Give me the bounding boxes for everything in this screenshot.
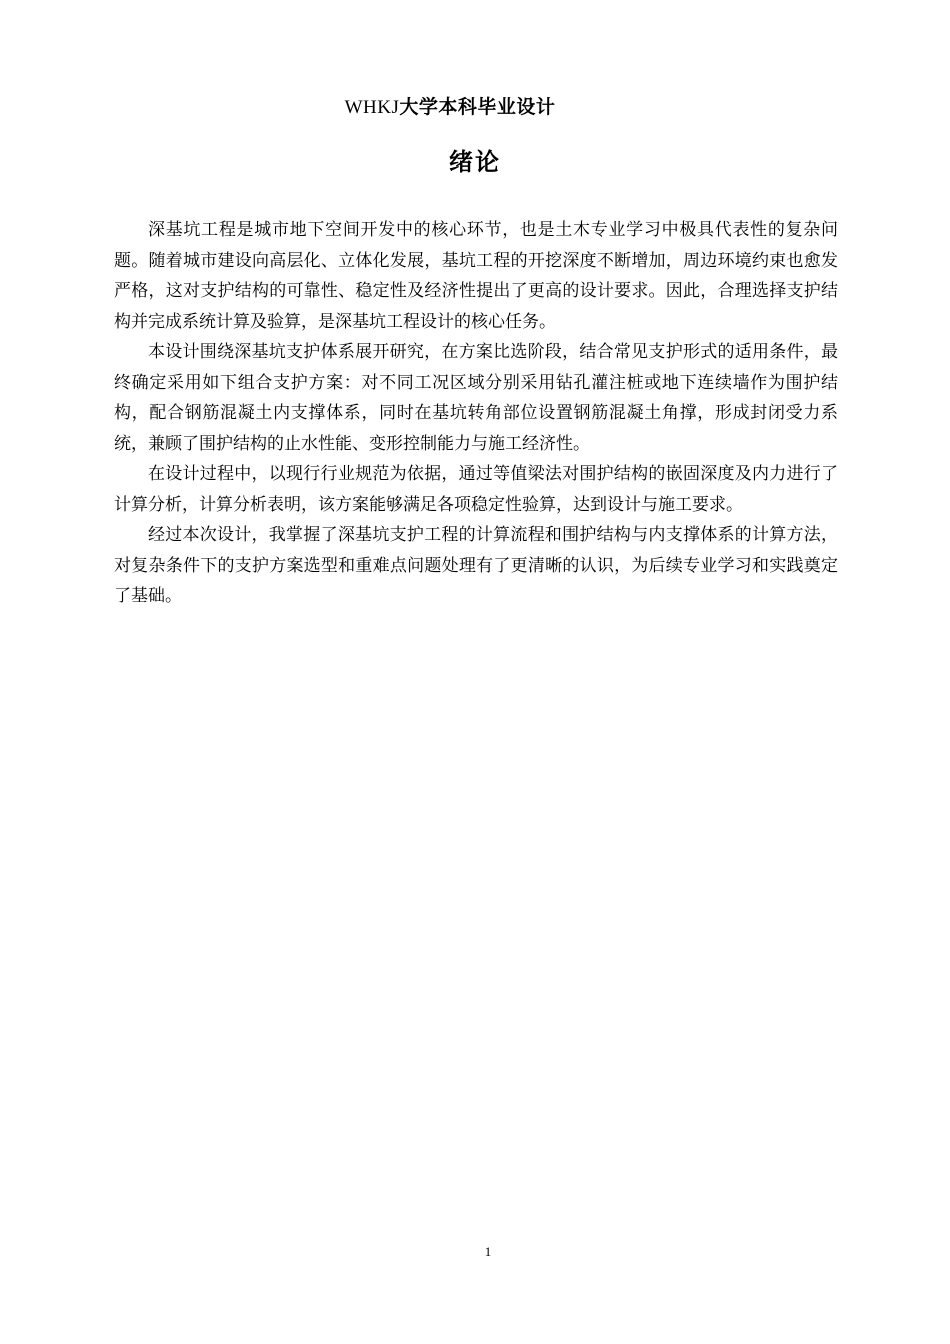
page-number: 1: [484, 1244, 492, 1259]
header-school-code: WHKJ: [344, 97, 400, 118]
body-text: [114, 215, 838, 612]
page-header: [0, 94, 900, 121]
paragraph: 在设计过程中，以现行行业规范为依据，通过等值梁法对围护结构的嵌固深度及内力进行了计算分析，计算分析表明，该方案能够满足各项稳定性验算，达到设计与施工要求。: [114, 464, 838, 515]
paragraph: 经过本次设计，我掌握了深基坑支护工程的计算流程和围护结构与内支撑体系的计算方法，对复杂条件下的支护方案选型和重难点问题处理有了更清晰的认识，为后续专业学习和实践奠定了基础。: [114, 525, 838, 606]
paragraph: 深基坑工程是城市地下空间开发中的核心环节，也是土木专业学习中极具代表性的复杂问题。随着城市建设向高层化、立体化发展，基坑工程的开挖深度不断增加，周边环境约束也愈发严格，这对支护结构的可靠性、稳定性及经济性提出了更高的设计要求。因此，合理选择支护结构并完成系统计算及验算，是深基坑工程设计的核心任务。: [114, 220, 838, 332]
header-title: 大学本科毕业设计: [399, 96, 556, 118]
chapter-title: 绪论: [449, 148, 501, 176]
paragraph: 本设计围绕深基坑支护体系展开研究，在方案比选阶段，结合常见支护形式的适用条件，最终确定采用如下组合支护方案：对不同工况区域分别采用钻孔灌注桩或地下连续墙作为围护结构，配合钢筋混凝土内支撑体系，同时在基坑转角部位设置钢筋混凝土角撑，形成封闭受力系统，兼顾了围护结构的止水性能、变形控制能力与施工经济性。: [114, 342, 838, 454]
